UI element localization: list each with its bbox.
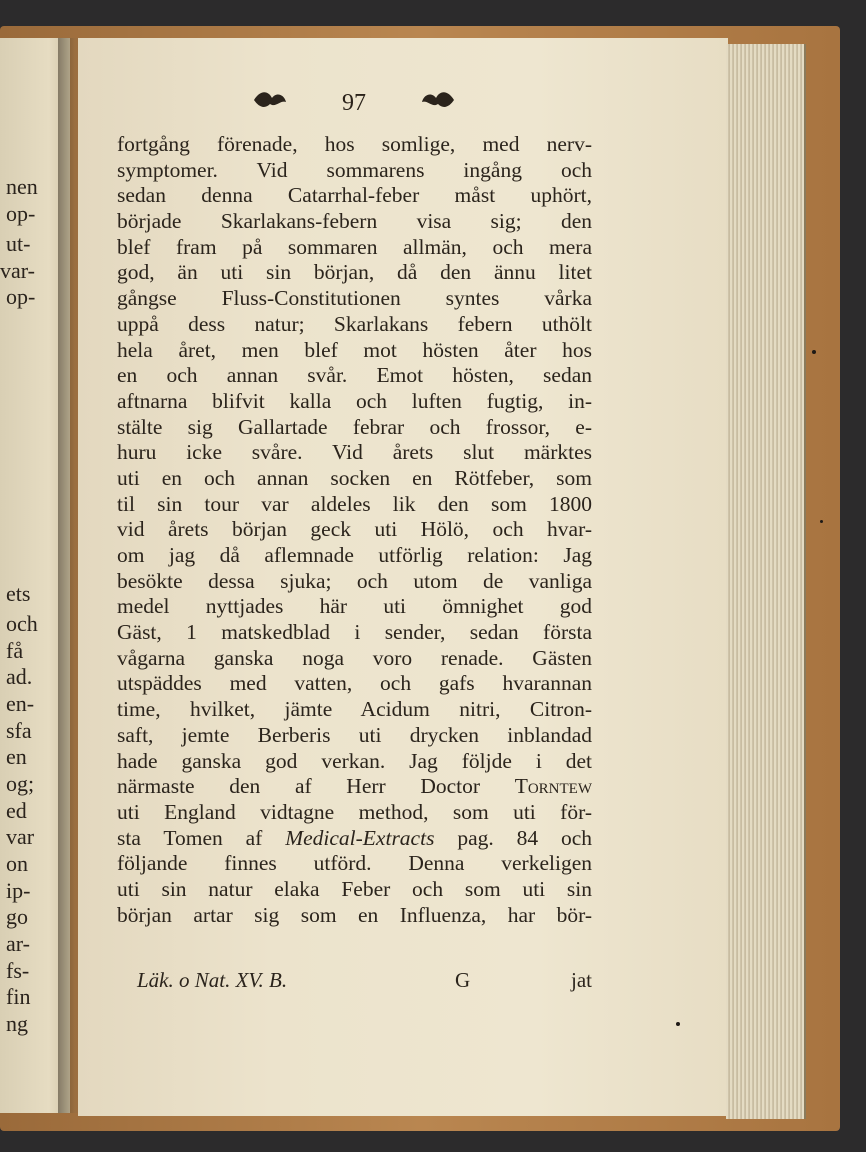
previous-page-fragment: få [6,638,24,663]
paper-speck [812,350,816,354]
text-line-27: uti England vidtagne method, som uti för- [117,799,592,824]
catchword: jat [571,968,592,992]
text-line-10: en och annan svår. Emot hösten, sedan [117,363,592,388]
text-line-31: början artar sig som en Influenza, har bör- [117,902,592,927]
previous-page-fragment: ip- [6,878,31,903]
page-header [250,86,470,122]
previous-page-fragment: ets [6,581,31,606]
text-line-19: medel nyttjades här uti ömnighet god [117,594,592,619]
text-line-26: närmaste den af Herr Doctor Torntew [117,774,592,799]
page-edges [726,44,806,1119]
text-line-15: til sin tour var aldeles lik den som 1800 [117,491,592,516]
text-line-1: fortgång förenade, hos somlige, med nerv- [117,132,592,156]
text-line-3: sedan denna Catarrhal-feber måst uphört, [117,183,592,208]
text-line-4: började Skarlakans-febern visa sig; den [117,209,592,234]
text-line-25: hade ganska god verkan. Jag följde i det [117,748,592,773]
previous-page-fragment: ed [6,798,27,823]
previous-page-fragment: ad. [6,664,33,689]
text-line-28: sta Tomen af Medical-Extracts pag. 84 och [117,825,592,850]
text-line-14: uti en och annan socken en Rötfeber, som [117,465,592,490]
previous-page-fragment: go [6,904,28,929]
previous-page-fragment: och [6,611,38,636]
previous-page-fragment: en [6,744,27,769]
text-line-24: saft, jemte Berberis uti drycken inblandad [117,722,592,747]
previous-page-fragment: nen [6,174,38,199]
signature-reference: Läk. o Nat. XV. B. [137,968,288,992]
previous-page-fragment: var- [0,258,35,283]
previous-page-fragment: sfa [6,718,32,743]
previous-page-fragment: op- [6,201,36,226]
text-line-30: uti sin natur elaka Feber och som uti sin [117,876,592,901]
text-line-17: om jag då aflemnade utförlig relation: Jag [117,543,592,567]
text-line-20: Gäst, 1 matskedblad i sender, sedan första [117,620,592,645]
text-line-16: vid årets början geck uti Hölö, och hvar- [117,517,592,542]
previous-page-fragment: og; [6,771,35,796]
previous-page-fragment: en- [6,691,35,716]
left-ornament-icon [250,88,290,112]
text-line-22: utspäddes med vatten, och gafs hvarannan [117,671,592,696]
previous-page-fragment: var [6,824,35,849]
text-line-18: besökte dessa sjuka; och utom de vanliga [117,568,592,593]
text-line-2: symptomer. Vid sommarens ingång och [117,157,592,182]
page-number: 97 [342,90,366,116]
text-lines [117,132,592,774]
paper-speck [820,520,823,523]
right-ornament-icon [418,88,458,112]
text-line-13: huru icke svåre. Vid årets slut märktes [117,440,592,465]
previous-page-fragment: fs- [6,958,30,983]
text-line-23: time, hvilket, jämte Acidum nitri, Citron- [117,697,592,722]
previous-page-fragment: ng [6,1011,28,1036]
previous-page-fragment: on [6,851,28,876]
page-footer [117,968,592,998]
text-line-6: god, än uti sin början, då den ännu litet [117,260,592,285]
text-line-9: hela året, men blef mot hösten åter hos [117,337,592,362]
text-line-5: blef fram på sommaren allmän, och mera [117,234,592,259]
text-line-21: vågarna ganska noga voro renade. Gästen [117,645,592,670]
text-line-12: stälte sig Gallartade febrar och frossor, e- [117,414,592,439]
signature-mark: G [455,968,471,992]
text-line-8: uppå dess natur; Skarlakans febern uthölt [117,311,592,336]
book-title: Medical-Extracts [285,825,435,850]
text-line-7: gångse Fluss-Constitutionen syntes vårka [117,286,592,311]
text-line-29: följande finnes utförd. Denna verkeligen [117,851,592,876]
previous-page-fragment: ut- [6,231,31,256]
body-text [117,132,592,928]
text-line-11: aftnarna blifvit kalla och luften fugtig, in- [117,388,592,413]
previous-page-fragment: ar- [6,931,30,956]
paper-speck [676,1022,680,1026]
previous-page-fragment: op- [6,284,36,309]
author-name: Torntew [514,774,592,799]
previous-page-fragment: fin [6,984,31,1009]
